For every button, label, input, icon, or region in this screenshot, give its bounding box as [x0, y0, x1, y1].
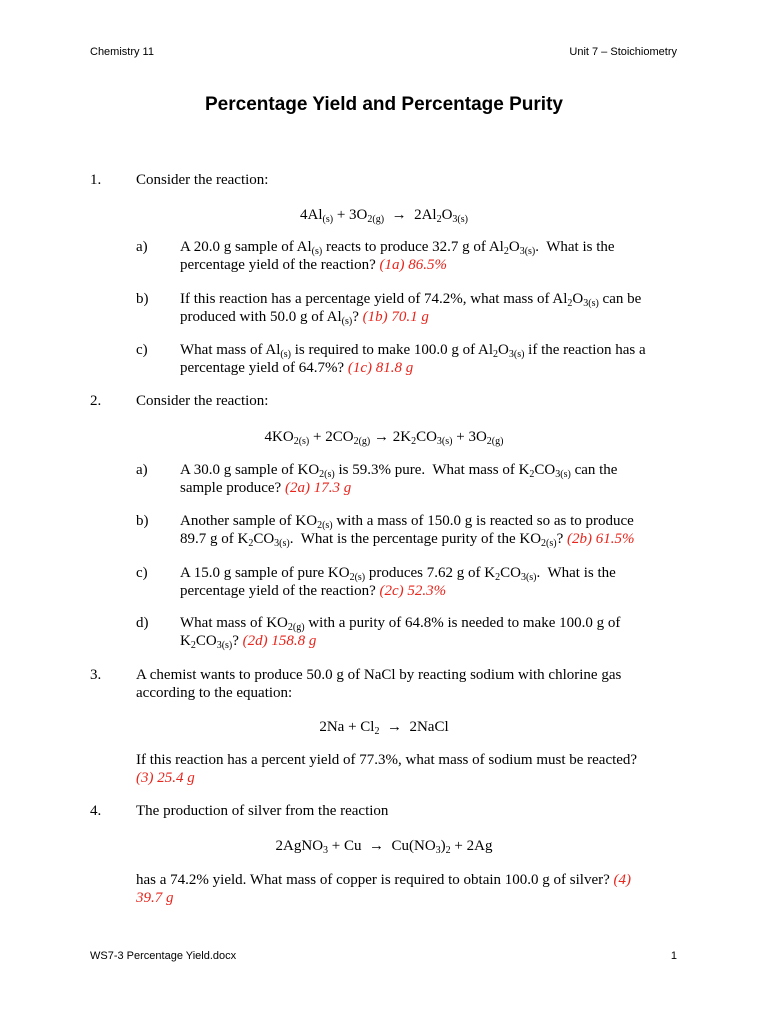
question-1-stem: Consider the reaction:	[136, 172, 269, 188]
question-2-stem: Consider the reaction:	[136, 393, 269, 409]
question-1b-label: b)	[136, 291, 149, 307]
question-2b-label: b)	[136, 513, 149, 529]
question-1a-answer: (1a) 86.5%	[379, 257, 447, 273]
question-4-number: 4.	[90, 803, 102, 819]
footer-filename: WS7-3 Percentage Yield.docx	[90, 950, 237, 962]
question-2d-answer: (2d) 158.8 g	[242, 633, 317, 649]
question-2c-answer: (2c) 52.3%	[379, 583, 447, 599]
page-title: Percentage Yield and Percentage Purity	[205, 94, 563, 115]
question-1b-text: If this reaction has a percentage yield of 74.2%, what mass of $Al_2O_{3(s)}$ can be produced with 50.0 g of $Al_{(s)}$? (1b) 70.1 g	[180, 291, 642, 327]
question-3-answer: (3) 25.4 g	[136, 770, 195, 786]
header-unit: Unit 7 – Stoichiometry	[569, 46, 677, 58]
question-2b-text: Another sample of $KO_{2(s)}$ with a mass of 150.0 g is reacted so as to produce 89.7 g of $K_2CO_{3(s)}$. What is the percentage purity of the $KO_{2(s)}$? (2b) 61.5%	[180, 513, 635, 549]
question-1c-label: c)	[136, 342, 148, 358]
question-2-number: 2.	[90, 393, 102, 409]
question-2c-text: A 15.0 g sample of pure $KO_{2(s)}$ produces 7.62 g of $K_2CO_{3(s)}$. What is the percentage yield of the reaction? (2c) 52.3%	[180, 565, 616, 599]
question-1b-answer: (1b) 70.1 g	[362, 309, 429, 325]
question-2d-text: What mass of $KO_{2(g)}$ with a purity of 64.8% is needed to make 100.0 g of $K_2CO_{3(s)}$? (2d) 158.8 g	[180, 615, 621, 651]
question-1-equation: $4Al_{(s)} + 3O_{2(g)} \to 2Al_2O_{3(s)}$	[300, 207, 468, 225]
question-3-number: 3.	[90, 667, 102, 683]
question-2d-label: d)	[136, 615, 149, 631]
question-2a-text: A 30.0 g sample of $KO_{2(s)}$ is 59.3% pure. What mass of $K_2CO_{3(s)}$ can the sample produce? (2a) 17.3 g	[180, 462, 618, 496]
question-3-equation: $2Na + Cl_2$ → 2NaCl	[319, 719, 449, 737]
question-2-equation: $4KO_{2(s)} + 2CO_{2(g)} \to 2K_2CO_{3(s)} + 3O_{2(g)}$	[264, 429, 504, 447]
question-2b-answer: (2b) 61.5%	[567, 531, 635, 547]
question-1c-text: What mass of $Al_{(s)}$ is required to make 100.0 g of $Al_2O_{3(s)}$ if the reaction has a percentage yield of 64.7%? (1c) 81.8 g	[180, 342, 646, 376]
question-2a-answer: (2a) 17.3 g	[284, 480, 352, 496]
question-4-answer: (4) 39.7 g	[136, 872, 632, 906]
question-1c-answer: (1c) 81.8 g	[347, 360, 414, 376]
question-1a-text: A 20.0 g sample of $Al_{(s)}$ reacts to produce 32.7 g of $Al_2O_{3(s)}$. What is the percentage yield of the reaction? (1a) 86.5%	[180, 239, 615, 273]
footer-page-number: 1	[670, 950, 677, 962]
question-2a-label: a)	[136, 462, 148, 478]
question-4-stem: The production of silver from the reaction	[136, 803, 389, 819]
question-4-follow: has a 74.2% yield. What mass of copper is required to obtain 100.0 g of silver? (4) 39.7 g	[136, 872, 632, 906]
question-1-number: 1.	[90, 172, 102, 188]
question-4-equation: 2AgNO$_3$ + $Cu \to Cu(NO_3)_2 + 2Ag$	[275, 838, 493, 856]
question-2c-label: c)	[136, 565, 148, 581]
question-3-follow: If this reaction has a percent yield of 77.3%, what mass of sodium must be reacted? (3) 25.4 g	[136, 752, 638, 786]
header-course: Chemistry 11	[90, 46, 154, 58]
question-3-stem: A chemist wants to produce 50.0 g of NaCl by reacting sodium with chlorine gas according to the equation:	[136, 667, 622, 701]
question-1a-label: a)	[136, 239, 148, 255]
